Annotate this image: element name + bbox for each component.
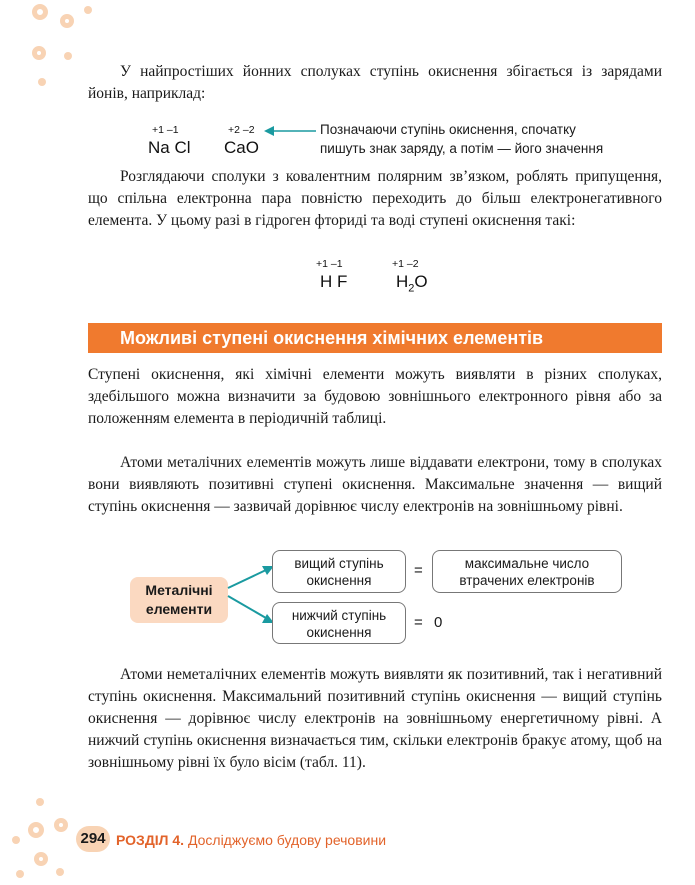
h2o-o: O xyxy=(414,272,428,291)
max-line-2: втрачених електронів xyxy=(459,573,595,588)
formula-hf-text: H F xyxy=(320,272,348,291)
decor-circle xyxy=(36,798,44,806)
paragraph-metals: Атоми металічних елементів можуть лише віддавати електрони, тому в сполуках вони виявляють позитивні ступені окиснення. Максимальне значення — вищий ступінь окиснення — зазвичай дорівнює числу електронів на зовнішньому рівні. xyxy=(88,454,662,515)
max-line-1: максимальне число xyxy=(464,556,590,571)
note-sign-first xyxy=(320,120,603,158)
section-label: РОЗДІЛ 4. xyxy=(116,832,185,848)
section-heading: Можливі ступені окиснення хімічних елементів xyxy=(88,323,662,353)
decor-circle xyxy=(60,14,74,28)
note-line-1: Позначаючи ступінь окиснення, спочатку xyxy=(320,122,576,137)
formula-h2o-text xyxy=(396,272,428,294)
oxidation-states-nacl: +1 –1 xyxy=(152,124,179,136)
formula-h2o xyxy=(392,258,442,298)
decor-circle xyxy=(32,46,46,60)
higher-state-box xyxy=(272,550,406,593)
oxidation-states-hf: +1 –1 xyxy=(316,258,343,270)
metal-elements-label xyxy=(130,577,228,623)
decor-circle xyxy=(34,852,48,866)
formula-nacl xyxy=(148,124,208,160)
paragraph-nonmetals: Атоми неметалічних елементів можуть виявляти як позитивний, так і негативний ступінь окиснення. Максимальний позитивний ступінь окиснення — вищий ступінь окиснення — дорівнює числу електронів на зовнішньому енергетичному рівні. А нижчий ступінь окиснення визначається тим, скільки електронів бракує атому, щоб на зовнішньому рівні їх було вісім (табл. 11). xyxy=(88,666,662,771)
diagram-arrows xyxy=(226,560,276,630)
formula-hf xyxy=(316,258,366,294)
paragraph-ionic: У найпростіших йонних сполуках ступінь окиснення збігається із зарядами йонів, наприклад: xyxy=(88,63,662,102)
h2o-h: H xyxy=(396,272,409,291)
oxidation-states-cao: +2 –2 xyxy=(228,124,255,136)
decor-circle xyxy=(54,818,68,832)
oxidation-states-h2o: +1 –2 xyxy=(392,258,419,270)
section-title: Досліджуємо будову речовини xyxy=(187,832,387,848)
formula-nacl-text: Na Cl xyxy=(148,138,191,157)
arrow-icon xyxy=(262,124,318,138)
decor-circle xyxy=(12,836,20,844)
lower-line-2: окиснення xyxy=(306,625,372,640)
note-line-2: пишуть знак заряду, а потім — його значення xyxy=(320,141,604,156)
equals-sign: = xyxy=(414,562,423,579)
decor-circle xyxy=(38,78,46,86)
footer-section xyxy=(116,832,386,848)
metal-label-line-1: Металічні xyxy=(145,582,213,598)
higher-line-2: окиснення xyxy=(306,573,372,588)
decor-circle xyxy=(84,6,92,14)
lower-state-box xyxy=(272,602,406,644)
paragraph-covalent: Розглядаючи сполуки з ковалентним полярним зв’язком, роблять припущення, що спільна електронна пара повністю переходить до більш електронегативного елемента. У цьому разі в гідроген фториді та воді ступені окиснення такі: xyxy=(88,168,662,229)
page-number: 294 xyxy=(76,826,110,852)
h2o-subscript: 2 xyxy=(408,282,415,295)
max-electrons-box xyxy=(432,550,622,593)
higher-line-1: вищий ступінь xyxy=(294,556,384,571)
formula-cao-text: CaO xyxy=(224,138,259,157)
lower-line-1: нижчий ступінь xyxy=(291,608,387,623)
metal-label-line-2: елементи xyxy=(145,601,213,617)
paragraph-possible-states: Ступені окиснення, які хімічні елементи можуть виявляти в різних сполуках, здебільшого можна визначити за будовою зовнішнього електронного рівня або за положенням елемента в періодичній таблиці. xyxy=(88,366,662,427)
zero-value: 0 xyxy=(434,614,443,631)
equals-sign: = xyxy=(414,614,423,631)
decor-circle xyxy=(56,868,64,876)
decor-circle xyxy=(64,52,72,60)
decor-circle xyxy=(32,4,48,20)
decor-circle xyxy=(28,822,44,838)
decor-circle xyxy=(16,870,24,878)
